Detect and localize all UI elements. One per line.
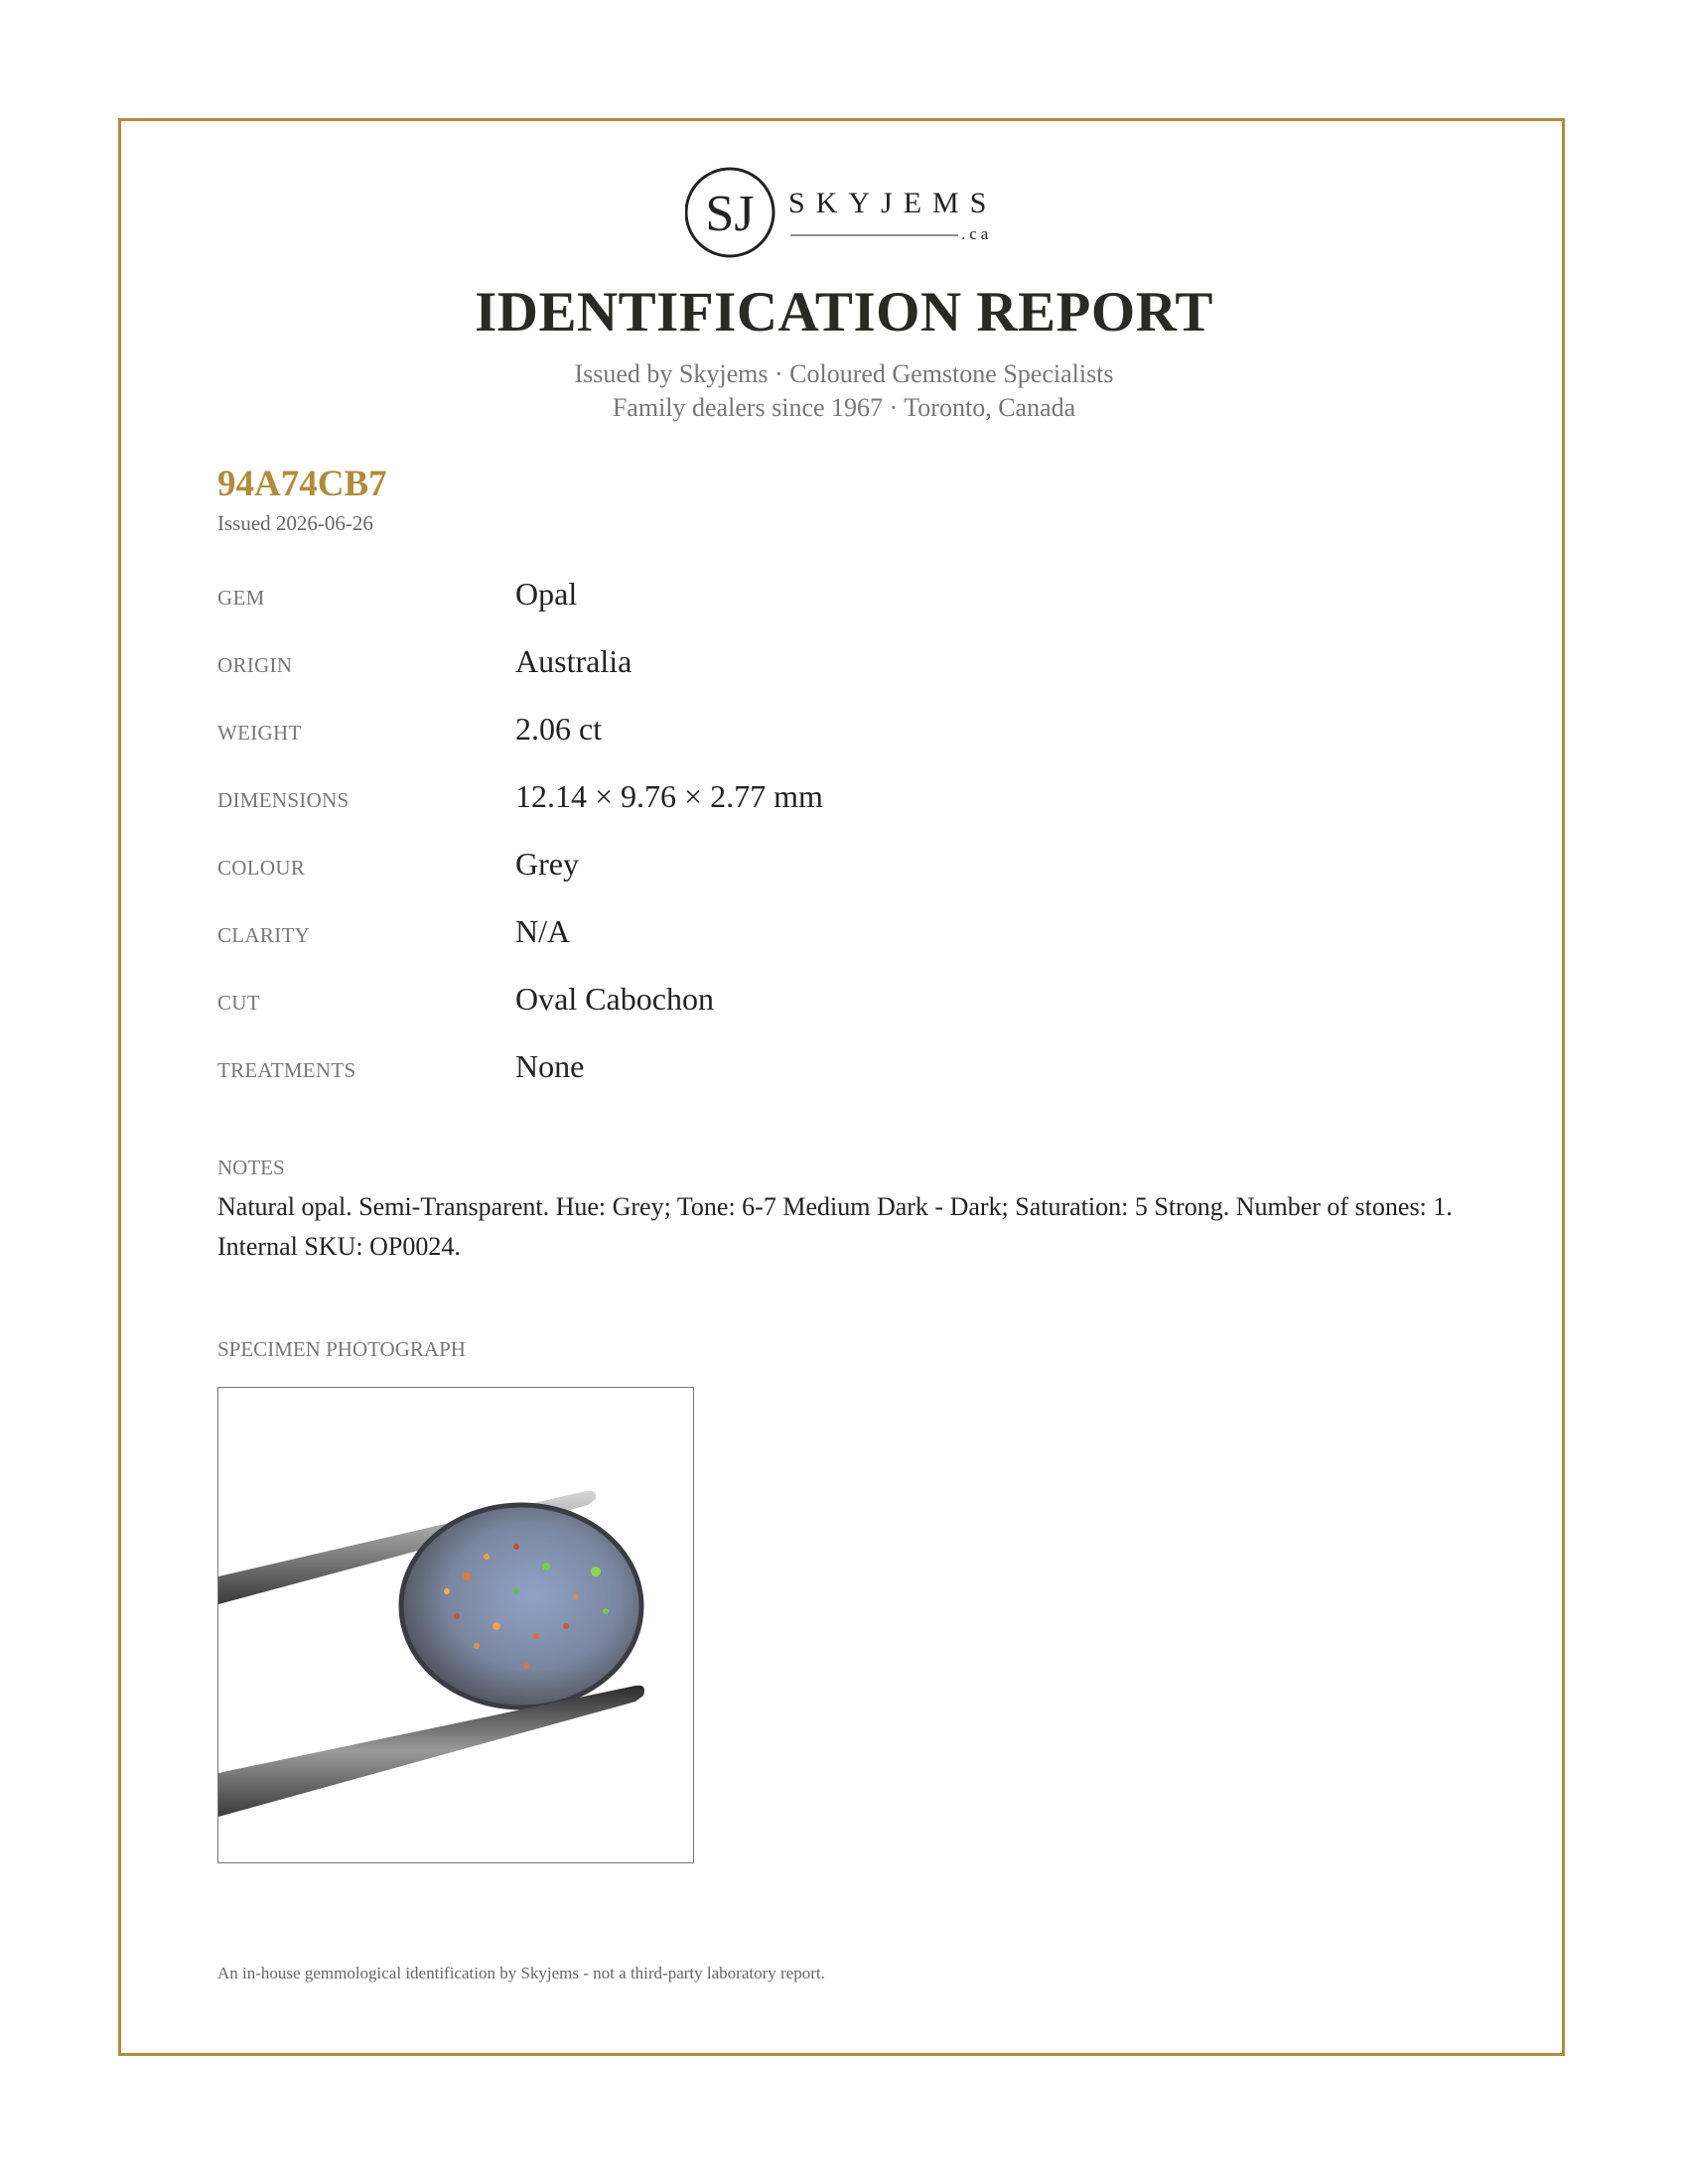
issue-date: Issued 2026-06-26 <box>217 511 373 535</box>
report-id: 94A74CB7 <box>217 464 387 504</box>
opal-tweezers-illustration <box>218 1388 694 1863</box>
dealer-subtitle: Family dealers since 1967 · Toronto, Canada <box>612 393 1076 422</box>
report-title: IDENTIFICATION REPORT <box>475 281 1213 343</box>
field-label-treatments: TREATMENTS <box>217 1058 356 1082</box>
field-label-dimensions: DIMENSIONS <box>217 788 350 812</box>
field-value-origin: Australia <box>515 643 633 679</box>
notes-label: NOTES <box>217 1156 285 1179</box>
field-label-gem: GEM <box>217 586 265 610</box>
field-label-weight: WEIGHT <box>217 721 302 745</box>
logo-domain: .ca <box>961 224 993 243</box>
skyjems-logo <box>685 165 1013 264</box>
field-value-weight: 2.06 ct <box>515 711 603 747</box>
logo-wordmark: SKYJEMS <box>788 187 998 219</box>
field-label-origin: ORIGIN <box>217 653 293 677</box>
field-value-colour: Grey <box>515 846 579 882</box>
field-label-cut: CUT <box>217 991 260 1015</box>
field-label-colour: COLOUR <box>217 856 306 880</box>
specimen-photo-label: SPECIMEN PHOTOGRAPH <box>217 1337 466 1361</box>
footer-disclaimer: An in-house gemmological identification by Skyjems - not a third-party laboratory report. <box>217 1964 825 1982</box>
field-value-clarity: N/A <box>515 913 571 949</box>
logo-monogram: SJ <box>705 186 755 242</box>
field-value-dimensions: 12.14 × 9.76 × 2.77 mm <box>515 778 823 814</box>
field-value-treatments: None <box>515 1048 585 1084</box>
specimen-photo <box>217 1387 694 1863</box>
notes-text: Natural opal. Semi-Transparent. Hue: Grey; Tone: 6-7 Medium Dark - Dark; Saturation: 5 Strong. Number of stones: 1. Internal SKU: OP0024. <box>217 1192 1453 1261</box>
field-value-gem: Opal <box>515 576 578 612</box>
issuer-subtitle: Issued by Skyjems · Coloured Gemstone Specialists <box>574 359 1114 388</box>
field-label-clarity: CLARITY <box>217 923 311 947</box>
field-value-cut: Oval Cabochon <box>515 981 714 1017</box>
